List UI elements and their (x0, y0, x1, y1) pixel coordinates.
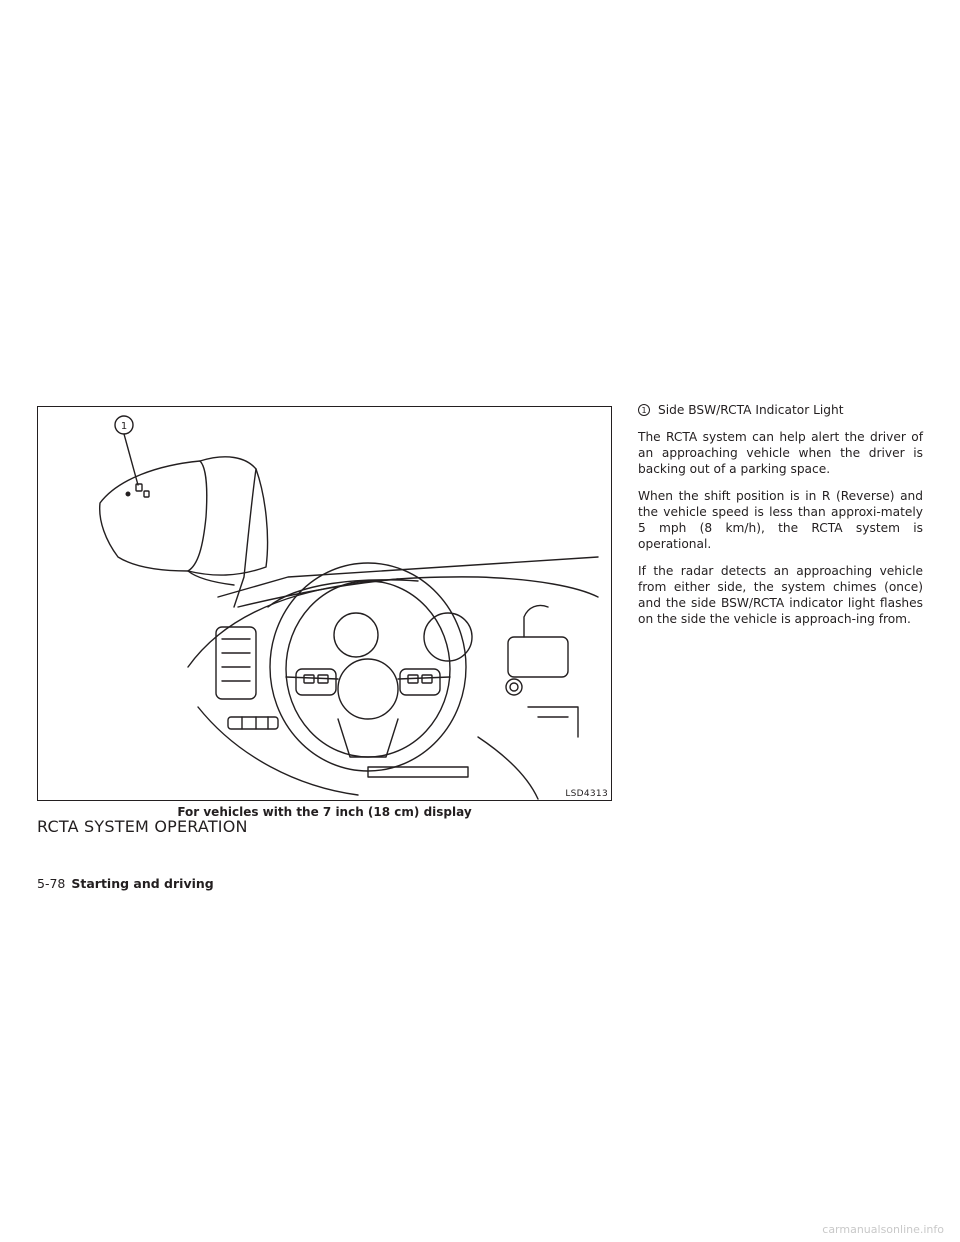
figure-code: LSD4313 (565, 789, 608, 799)
right-gauge (424, 613, 472, 661)
paragraph-1: The RCTA system can help alert the driver of an approaching vehicle when the driver is backing out of a parking space. (638, 430, 923, 476)
watermark: carmanualsonline.info (822, 1223, 944, 1236)
side-mirror-glass (100, 461, 207, 571)
legend-label: Side BSW/RCTA Indicator Light (658, 403, 844, 417)
right-spoke-buttons (400, 669, 440, 695)
paragraph-3: If the radar detects an approaching vehicle from either side, the system chimes (once) and the side BSW/RCTA indicator light flashes on the side the vehicle is approach-ing from. (638, 564, 923, 626)
start-button (506, 679, 522, 695)
bsw-indicator-icon (136, 484, 142, 491)
left-gauge (334, 613, 378, 657)
indicator-dot (126, 492, 130, 496)
page-footer (37, 876, 214, 892)
legend-item (638, 402, 923, 418)
left-spoke-buttons (296, 669, 336, 695)
page-number: 5-78 (37, 876, 66, 891)
left-air-vent (216, 627, 256, 699)
dashboard-illustration (37, 406, 612, 801)
figure-caption: For vehicles with the 7 inch (18 cm) display (177, 805, 472, 819)
chapter-title: Starting and driving (71, 876, 214, 891)
legend-number-badge: 1 (638, 404, 650, 416)
paragraph-2: When the shift position is in R (Reverse) and the vehicle speed is less than approxi-mately 5 mph (8 km/h), the RCTA system is operational. (638, 489, 923, 551)
steering-wheel-hub (338, 659, 398, 719)
left-switch-panel (228, 717, 278, 729)
body-text-column (638, 402, 923, 638)
callout-number: 1 (120, 421, 128, 432)
section-title: RCTA SYSTEM OPERATION (37, 817, 248, 836)
center-display (508, 637, 568, 677)
mirror-and-steering-wheel-drawing (38, 407, 611, 800)
